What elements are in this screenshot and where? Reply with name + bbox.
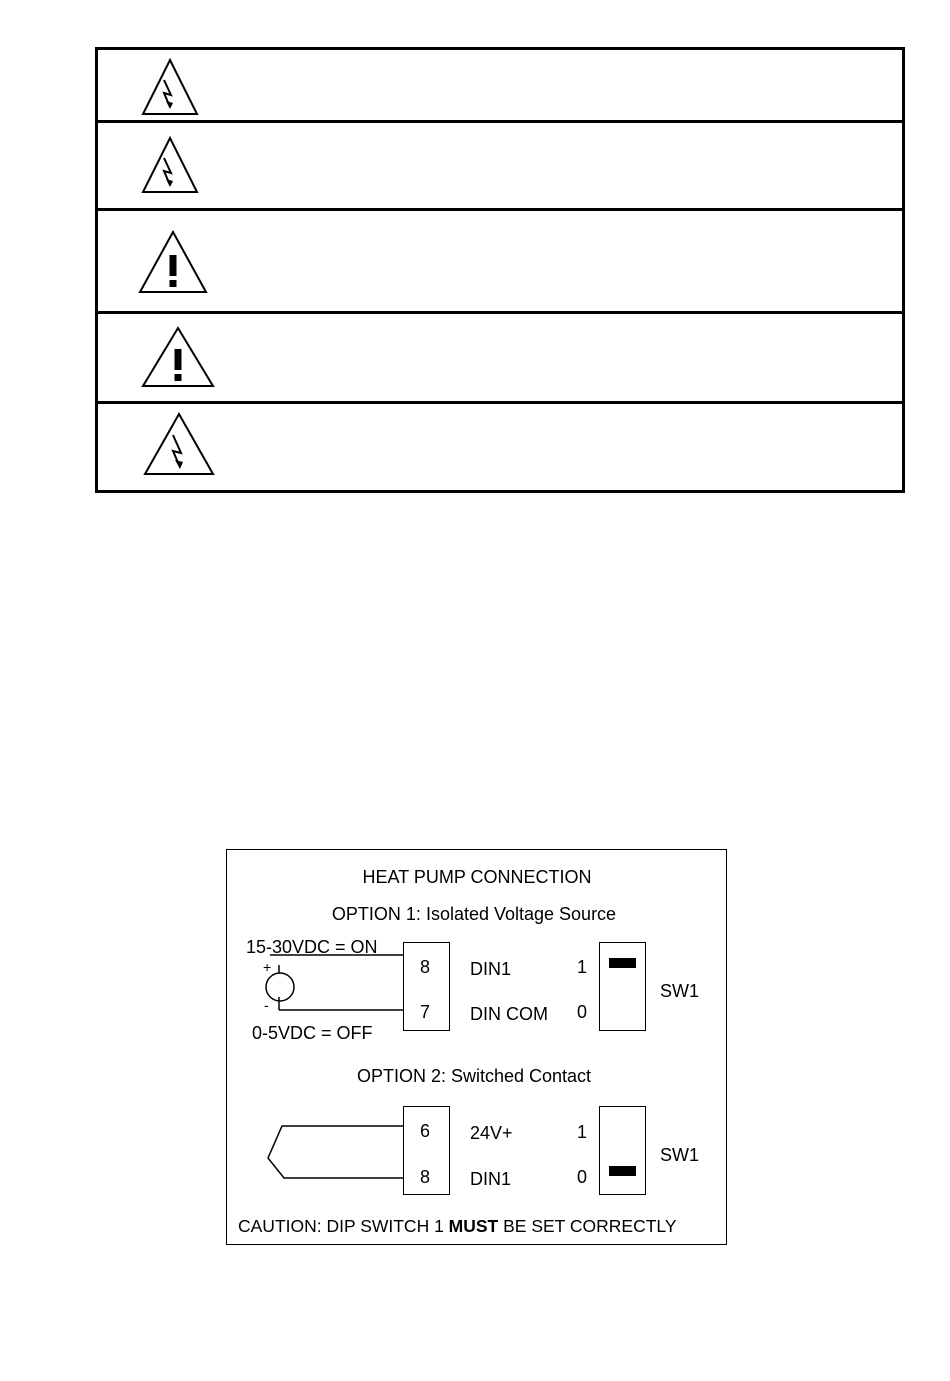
dip-switch-slider [609,1166,636,1176]
diagram-title: HEAT PUMP CONNECTION [362,867,592,887]
signal-label: 24V+ [470,1123,513,1143]
signal-label: DIN COM [470,1004,548,1024]
switch-level: 0 [577,1002,588,1022]
plus-sign: + [263,959,272,975]
warning-row-5 [95,401,905,493]
terminal-number: 8 [420,1167,431,1187]
caution-prefix: CAUTION: DIP SWITCH 1 [238,1216,449,1236]
signal-label: DIN1 [470,959,512,979]
electric-hazard-icon [140,56,200,116]
heat-pump-connection-diagram [226,849,727,1245]
electric-hazard-icon [142,411,216,477]
switch-label: SW1 [660,981,700,1001]
terminal-number: 8 [420,957,431,977]
terminal-number: 7 [420,1002,431,1022]
warning-table [95,47,905,493]
caution-note [238,1216,677,1236]
warning-row-3 [95,208,905,314]
terminal-number: 6 [420,1121,431,1141]
dip-switch-option2 [599,1106,646,1195]
off-voltage-label: 0-5VDC = OFF [252,1023,373,1043]
switch-level: 1 [577,1122,588,1142]
signal-label: DIN1 [470,1169,512,1189]
warning-row-1 [95,47,905,123]
switch-label: SW1 [660,1145,700,1165]
warning-row-2 [95,120,905,211]
warning-row-4 [95,311,905,404]
caution-suffix: BE SET CORRECTLY [498,1216,677,1236]
caution-emphasis: MUST [448,1216,499,1236]
option2-heading: OPTION 2: Switched Contact [356,1066,592,1086]
switch-level: 1 [577,957,588,977]
dip-switch-slider [609,958,636,968]
exclamation-caution-icon [137,229,209,295]
dip-switch-option1 [599,942,646,1031]
electric-hazard-icon [140,134,200,194]
on-voltage-label: 15-30VDC = ON [246,937,378,957]
minus-sign: - [264,997,269,1013]
switch-level: 0 [577,1167,588,1187]
option1-heading: OPTION 1: Isolated Voltage Source [331,904,617,924]
exclamation-caution-icon [140,325,216,389]
